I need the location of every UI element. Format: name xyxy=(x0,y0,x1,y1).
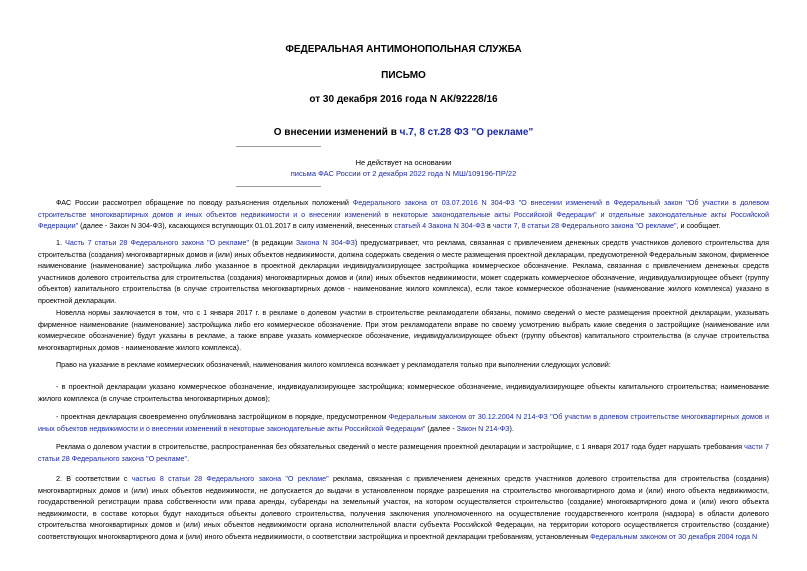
status-link[interactable]: письма ФАС России от 2 декабря 2022 года N МШ/109196-ПР/22 xyxy=(290,169,517,178)
agency-heading: ФЕДЕРАЛЬНАЯ АНТИМОНОПОЛЬНАЯ СЛУЖБА xyxy=(285,44,522,55)
status-note-line2 xyxy=(0,168,807,180)
paragraph-7: 2. В соответствии с частью 8 статьи 28 Федерального закона "О рекламе" реклама, связанная с привлечением денежных средств участников долевого строительства для строительства (создания) многоквартирных домов и (или) иных объектов недвижимости, не допускается до выдачи в установленном порядке разрешения на строительство многоквартирного дома и (или) иного объекта недвижимости, государственной регистрации права собственности или права аренды, субаренды на земельный участок, на котором осуществляется строительство (создание) многоквартирного дома и (или) иного объекта недвижимости, в составе которых будут находиться объекты долевого строительства, получения заключения уполномоченного на осуществление государственного контроля (надзора) в области долевого строительства многоквартирных домов и (или) иных объектов недвижимости органа исполнительной власти субъекта Российской Федерации, на территории которого осуществляется строительство (создание) соответствующих многоквартирного дома и (или) иного объекта недвижимости, о соответствии застройщика и проектной декларации требованиям, установленным Федеральным законом от 30 декабря 2004 года N xyxy=(38,474,769,541)
subject-prefix: О внесении изменений в xyxy=(273,127,400,138)
divider-top xyxy=(236,146,321,147)
law-214-date-link[interactable]: Федеральным законом от 30 декабря 2004 года N xyxy=(590,531,758,541)
article-28-part-7-link[interactable]: Часть 7 статьи 28 Федерального закона "О рекламе" xyxy=(65,238,250,247)
article-28-parts-link[interactable]: части 7, 8 статьи 28 Федерального закона "О рекламе" xyxy=(492,221,677,231)
document-type-heading: ПИСЬМО xyxy=(381,70,426,81)
law-304-short-link[interactable]: Закона N 304-ФЗ xyxy=(295,238,355,247)
article-28-part-7-link-2[interactable]: части 7 статьи 28 Федерального закона "О рекламе" xyxy=(38,442,769,463)
date-number-heading: от 30 декабря 2016 года N АК/92228/16 xyxy=(309,94,498,105)
law-214-link[interactable]: Федеральным законом от 30.12.2004 N 214-ФЗ "Об участии в долевом строительстве многоквартирных домов и иных объектов недвижимости и о внесении изменений в некоторые законодательные акты Российской Федерации" xyxy=(38,412,769,433)
divider-bottom xyxy=(236,186,321,187)
law-304-link[interactable]: Федерального закона от 03.07.2016 N 304-ФЗ "О внесении изменений в Федеральный закон "Об участии в долевом строительстве многоквартирных домов и иных объектов недвижимости и о внесении изменений в некоторые законодательные акты Российской Федерации" и отдельные законодательные акты Российской Федерации" xyxy=(38,198,769,231)
paragraph-3: Право на указание в рекламе коммерческих обозначений, наименования жилого комплекса возникает у рекламодателя только при выполнении следующих условий: xyxy=(56,360,611,369)
paragraph-1: 1. Часть 7 статьи 28 Федерального закона "О рекламе" (в редакции Закона N 304-ФЗ) предусматривает, что реклама, связанная с привлечением денежных средств участников долевого строительства для строительства (создания) многоквартирных домов и (или) иных объектов недвижимости, должна содержать сведения о месте размещения проектной декларации, предусмотренной Федеральным законом, фирменное наименование (наименование) застройщика либо указанное в проектной декларации индивидуализирующее застройщика коммерческое обозначение. Реклама, связанная с привлечением денежных средств участников долевого строительства для строительства (создания) многоквартирных домов и (или) иных объектов недвижимости, может содержать коммерческое обозначение, индивидуализирующее объект (группу объектов) капитального строительства (в случае строительства многоквартирных домов - наименование жилого комплекса), если такое коммерческое обозначение (наименование жилого комплекса) указано в проектной декларации. xyxy=(38,238,770,305)
subject-law-link[interactable]: ч.7, 8 ст.28 ФЗ "О рекламе" xyxy=(399,127,534,138)
paragraph-intro: ФАС России рассмотрел обращение по поводу разъяснения отдельных положений Федерального закона от 03.07.2016 N 304-ФЗ "О внесении изменений в Федеральный закон "Об участии в долевом строительстве многоквартирных домов и иных объектов недвижимости и о внесении изменений в некоторые законодательные акты Российской Федерации" и отдельные законодательные акты Российской Федерации" (далее - Закон N 304-ФЗ), касающихся вступающих 01.01.2017 в силу изменений, внесенных статьей 4 Закона N 304-ФЗ в части 7, 8 статьи 28 Федерального закона "О рекламе", и сообщает. xyxy=(38,198,769,231)
paragraph-6: Реклама о долевом участии в строительстве, распространенная без обязательных сведений о месте размещения проектной декларации и застройщике, с 1 января 2017 года будет нарушать требования части 7 статьи 28 Федерального закона "О рекламе". xyxy=(38,442,769,463)
law-214-short-link[interactable]: Закон N 214-ФЗ xyxy=(456,423,510,433)
article-28-part-8-link[interactable]: частью 8 статьи 28 Федерального закона "О рекламе" xyxy=(131,474,329,483)
paragraph-2: Новелла нормы заключается в том, что с 1 января 2017 г. в рекламе о долевом участии в строительстве рекламодатели обязаны, помимо сведений о месте размещения проектной декларации, указывать фирменное наименование (наименование) застройщика либо его коммерческое обозначение. При этом рекламодатели вправе по своему усмотрению выбрать какие сведения о застройщике (наименование или коммерческое обозначение) будут указаны в рекламе, а также вправе указать коммерческое обозначение, индивидуализирующее объект (группу объектов) капитального строительства (в случае строительства многоквартирных домов - наименование жилого комплекса). xyxy=(38,308,769,352)
subject-heading xyxy=(0,127,807,138)
paragraph-5: - проектная декларация своевременно опубликована застройщиком в порядке, предусмотренном Федеральным законом от 30.12.2004 N 214-ФЗ "Об участии в долевом строительстве многоквартирных домов и иных объектов недвижимости и о внесении изменений в некоторые законодательные акты Российской Федерации" (далее - Закон N 214-ФЗ). xyxy=(38,412,769,433)
article-4-link[interactable]: статьей 4 Закона N 304-ФЗ xyxy=(394,221,485,231)
paragraph-4: - в проектной декларации указано коммерческое обозначение, индивидуализирующее застройщика; коммерческое обозначение, индивидуализирующее объекты капитального строительства; наименование жилого комплекса (в случае строительства многоквартирных домов); xyxy=(38,382,769,403)
status-note: Не действует на основании xyxy=(355,158,452,167)
